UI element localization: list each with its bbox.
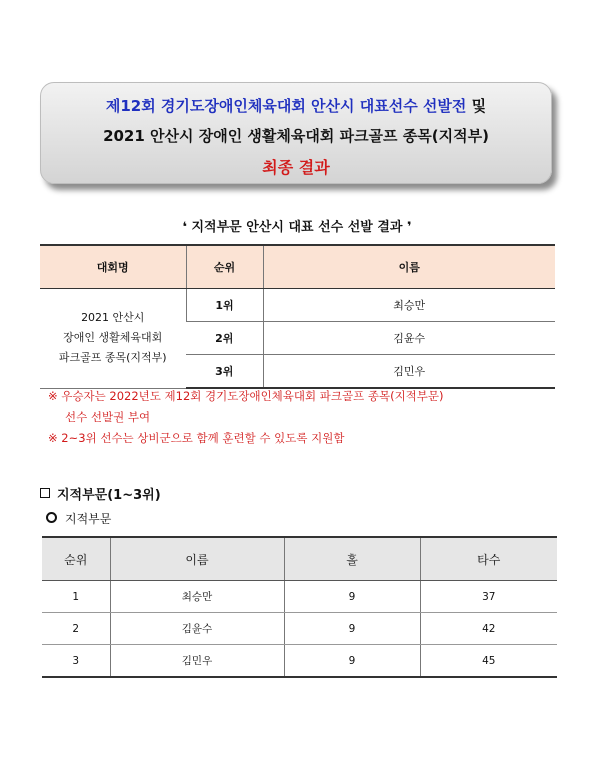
header-holes: 홀: [284, 537, 420, 581]
note-1-continued: 선수 선발권 부여: [65, 410, 151, 424]
rank-cell: 1위: [186, 289, 263, 322]
event-name-line: 파크골프 종목(지적부): [58, 351, 167, 365]
note-1: ※ 우승자는 2022년도 제12회 경기도장애인체육대회 파크골프 종목(지적부문): [48, 389, 444, 403]
results-table: [40, 244, 555, 389]
name-cell: 김윤수: [110, 613, 284, 645]
banner-line-3: 최종 결과: [262, 158, 330, 177]
rank-cell: 3: [42, 645, 110, 678]
section-heading: [40, 484, 161, 503]
table-row: [40, 289, 555, 322]
header-rank: 순위: [186, 245, 263, 289]
strokes-cell: 37: [420, 581, 557, 613]
event-name-cell: [40, 289, 186, 389]
score-table: [42, 536, 557, 678]
results-header-row: [40, 245, 555, 289]
holes-cell: 9: [284, 581, 420, 613]
banner-line-1-suffix: 및: [466, 97, 487, 115]
subsection-heading: [46, 510, 111, 527]
header-name: 이름: [263, 245, 555, 289]
name-cell: 김민우: [110, 645, 284, 678]
name-cell: 김윤수: [263, 322, 555, 355]
table-row: [42, 645, 557, 678]
name-cell: 최승만: [110, 581, 284, 613]
rank-cell: 2위: [186, 322, 263, 355]
note-2: ※ 2~3위 선수는 상비군으로 함께 훈련할 수 있도록 지원함: [48, 431, 345, 445]
circle-bullet-icon: [46, 512, 57, 523]
table-row: [42, 581, 557, 613]
notes: [48, 386, 444, 449]
subsection-title: 지적부문: [65, 512, 112, 526]
header-strokes: 타수: [420, 537, 557, 581]
results-subtitle: ❛ 지적부문 안산시 대표 선수 선발 결과 ❜: [182, 220, 412, 235]
score-header-row: [42, 537, 557, 581]
header-rank: 순위: [42, 537, 110, 581]
square-bullet-icon: [40, 488, 50, 498]
header-event: 대회명: [40, 245, 186, 289]
title-banner: [40, 82, 552, 184]
strokes-cell: 42: [420, 613, 557, 645]
strokes-cell: 45: [420, 645, 557, 678]
rank-cell: 2: [42, 613, 110, 645]
event-name-line: 2021 안산시: [81, 311, 145, 325]
banner-line-1: [41, 95, 551, 116]
rank-cell: 1: [42, 581, 110, 613]
name-cell: 김민우: [263, 355, 555, 389]
table-row: [42, 613, 557, 645]
banner-line-2: 2021 안산시 장애인 생활체육대회 파크골프 종목(지적부): [103, 127, 489, 145]
holes-cell: 9: [284, 645, 420, 678]
name-cell: 최승만: [263, 289, 555, 322]
banner-line-1-blue: 제12회 경기도장애인체육대회 안산시 대표선수 선발전: [105, 97, 467, 115]
holes-cell: 9: [284, 613, 420, 645]
event-name-line: 장애인 생활체육대회: [63, 331, 163, 345]
rank-cell: 3위: [186, 355, 263, 389]
section-title: 지적부문(1~3위): [57, 488, 161, 503]
header-name: 이름: [110, 537, 284, 581]
